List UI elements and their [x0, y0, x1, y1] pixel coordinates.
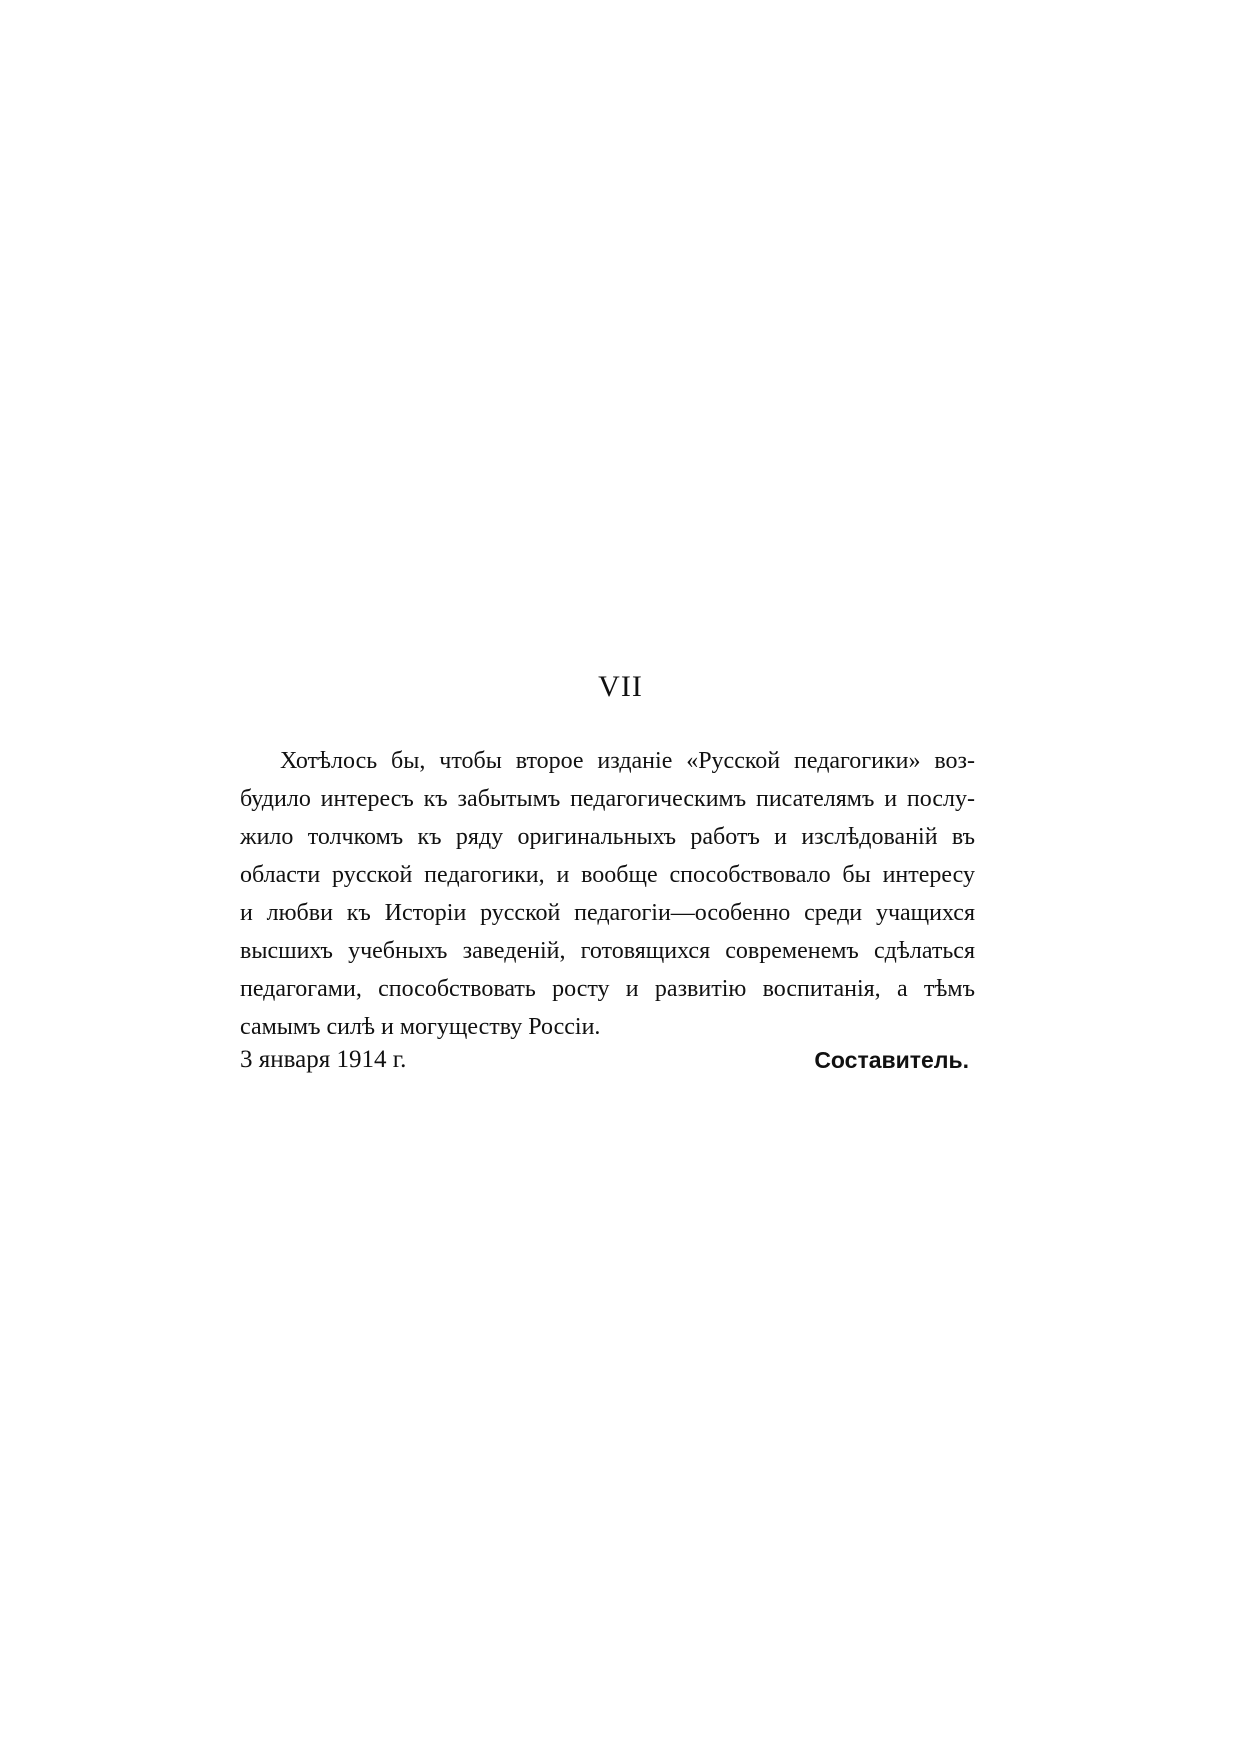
paragraph-line: педагогами, способствовать росту и развитію воспитанія, а тѣмъ — [240, 976, 975, 1002]
paragraph-line: высшихъ учебныхъ заведеній, готовящихся современемъ сдѣлаться — [240, 938, 975, 964]
page-number: VII — [598, 670, 643, 703]
signature-block — [240, 1040, 975, 1080]
paragraph-line: и любви къ Исторіи русской педагогіи—особенно среди учащихся — [240, 900, 975, 926]
paragraph-line: области русской педагогики, и вообще способствовало бы интересу — [240, 862, 975, 888]
body-paragraph — [240, 742, 975, 1046]
paragraph-line: будило интересъ къ забытымъ педагогическимъ писателямъ и послу- — [240, 786, 975, 812]
author-signature: Составитель. — [814, 1047, 969, 1073]
paragraph-line: Хотѣлось бы, чтобы второе изданіе «Русской педагогики» воз- — [280, 748, 975, 774]
date-line: 3 января 1914 г. — [240, 1046, 407, 1073]
paragraph-line: самымъ силѣ и могуществу Россіи. — [240, 1014, 601, 1040]
paragraph-line: жило толчкомъ къ ряду оригинальныхъ работъ и изслѣдованій въ — [240, 824, 975, 850]
